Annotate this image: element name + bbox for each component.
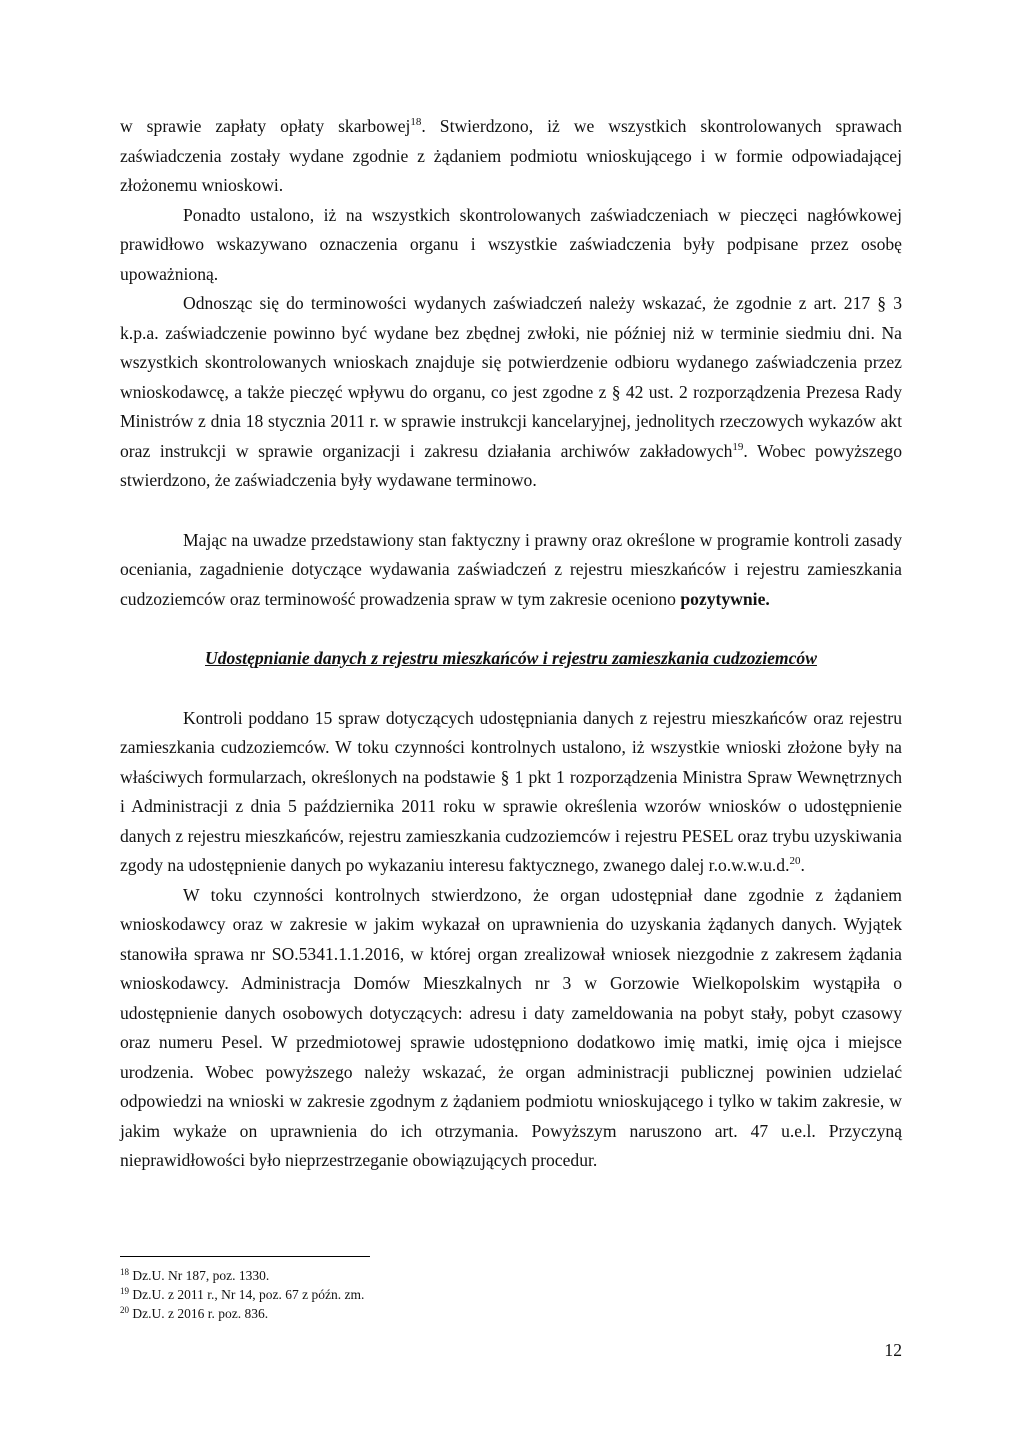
assessment-result: pozytywnie. <box>680 588 770 609</box>
paragraph-3-text-cont: . Wobec powyższego stwierdzono, że zaświadczenia były wydawane terminowo. <box>120 440 902 490</box>
footnote-ref-20: 20 <box>789 855 801 867</box>
paragraph-1 <box>120 112 902 201</box>
footnote-number: 20 <box>120 1305 129 1315</box>
paragraph-5 <box>120 704 902 881</box>
paragraph-3 <box>120 289 902 496</box>
paragraph-2: Ponadto ustalono, iż na wszystkich skontrolowanych zaświadczeniach w pieczęci nagłówkowej prawidłowo wskazywano oznaczenia organu i wszystkie zaświadczenia były podpisane przez osobę upoważnioną. <box>120 204 902 284</box>
paragraph-1-text-cont: . Stwierdzono, iż we wszystkich skontrolowanych sprawach zaświadczenia zostały wydane zgodnie z żądaniem podmiotu wnioskującego i w formie odpowiadającej złożonemu wnioskowi. <box>120 116 902 195</box>
footnote-text: Dz.U. Nr 187, poz. 1330. <box>132 1268 270 1283</box>
footnote-separator <box>120 1256 370 1257</box>
page-number: 12 <box>884 1340 902 1360</box>
footnote-text: Dz.U. z 2016 r. poz. 836. <box>132 1306 269 1321</box>
footnote-item <box>120 1304 902 1323</box>
paragraph-6: W toku czynności kontrolnych stwierdzono, że organ udostępniał dane zgodnie z żądaniem wnioskodawcy oraz w zakresie w jakim wykazał on uprawnienia do uzyskania żądanych danych. Wyjątek stanowiła sprawa nr SO.5341.1.1.2016, w której organ zrealizował wniosek niezgodnie z zakresem żądania wnioskodawcy. Administracja Domów Mieszkalnych nr 3 w Gorzowie Wielkopolskim wystąpiła o udostępnienie danych osobowych dotyczących: adresu i daty zameldowania na pobyt stały, pobyt czasowy oraz numeru Pesel. W przedmiotowej sprawie udostępniono dodatkowo imię matki, imię ojca i miejsce urodzenia. Wobec powyższego należy wskazać, że organ administracji publicznej powinien udzielać odpowiedzi na wnioski w zakresie zgodnym z żądaniem podmiotu wnioskującego i tylko w takim zakresie, w jakim wykaże on uprawnienia do ich otrzymania. Powyższym naruszono art. 47 u.e.l. Przyczyną nieprawidłowości było nieprzestrzeganie obowiązujących procedur. <box>120 884 902 1170</box>
paragraph-4-text: Mając na uwadze przedstawiony stan faktyczny i prawny oraz określone w programie kontroli zasady oceniania, zagadnienie dotyczące wydawania zaświadczeń z rejestru mieszkańców i rejestru zamieszkania cudzoziemców oraz terminowość prowadzenia spraw w tym zakresie oceniono <box>120 529 902 609</box>
document-body <box>120 112 902 1176</box>
paragraph-1-text: w sprawie zapłaty opłaty skarbowej <box>120 116 411 136</box>
footnote-number: 18 <box>120 1267 129 1277</box>
paragraph-4 <box>120 526 902 615</box>
paragraph-3-text: Odnosząc się do terminowości wydanych zaświadczeń należy wskazać, że zgodnie z art. 217 § 3 k.p.a. zaświadczenie powinno być wydane bez zbędnej zwłoki, nie później niż w terminie siedmiu dni. Na wszystkich skontrolowanych wnioskach znajduje się potwierdzenie odbioru wydanego zaświadczenia przez wnioskodawcę, a także pieczęć wpływu do organu, co jest zgodne z § 42 ust. 2 rozporządzenia Prezesa Rady Ministrów z dnia 18 stycznia 2011 r. w sprawie instrukcji kancelaryjnej, jednolitych rzeczowych wykazów akt oraz instrukcji w sprawie organizacji i zakresu działania archiwów zakładowych <box>120 293 902 461</box>
footnotes <box>120 1266 902 1323</box>
footnote-item <box>120 1266 902 1285</box>
section-heading: Udostępnianie danych z rejestru mieszkańców i rejestru zamieszkania cudzoziemców <box>205 648 817 668</box>
footnote-text: Dz.U. z 2011 r., Nr 14, poz. 67 z późn. zm. <box>132 1287 365 1302</box>
footnote-ref-19: 19 <box>732 440 744 453</box>
paragraph-5-text: Kontroli poddano 15 spraw dotyczących udostępniania danych z rejestru mieszkańców oraz rejestru zamieszkania cudzoziemców. W toku czynności kontrolnych ustalono, iż wszystkie wnioski złożone były na właściwych formularzach, określonych na podstawie § 1 pkt 1 rozporządzenia Ministra Spraw Wewnętrznych i Administracji z dnia 5 października 2011 roku w sprawie określenia wzorów wniosków o udostępnienie danych z rejestru mieszkańców, rejestru zamieszkania cudzoziemców i rejestru PESEL oraz trybu uzyskiwania zgody na udostępnienie danych po wykazaniu interesu faktycznego, zwanego dalej r.o.w.w.u.d. <box>120 707 902 875</box>
paragraph-5-text-cont: . <box>800 855 805 875</box>
footnote-item <box>120 1285 902 1304</box>
footnote-number: 19 <box>120 1286 129 1296</box>
footnote-ref-18: 18 <box>410 116 422 128</box>
